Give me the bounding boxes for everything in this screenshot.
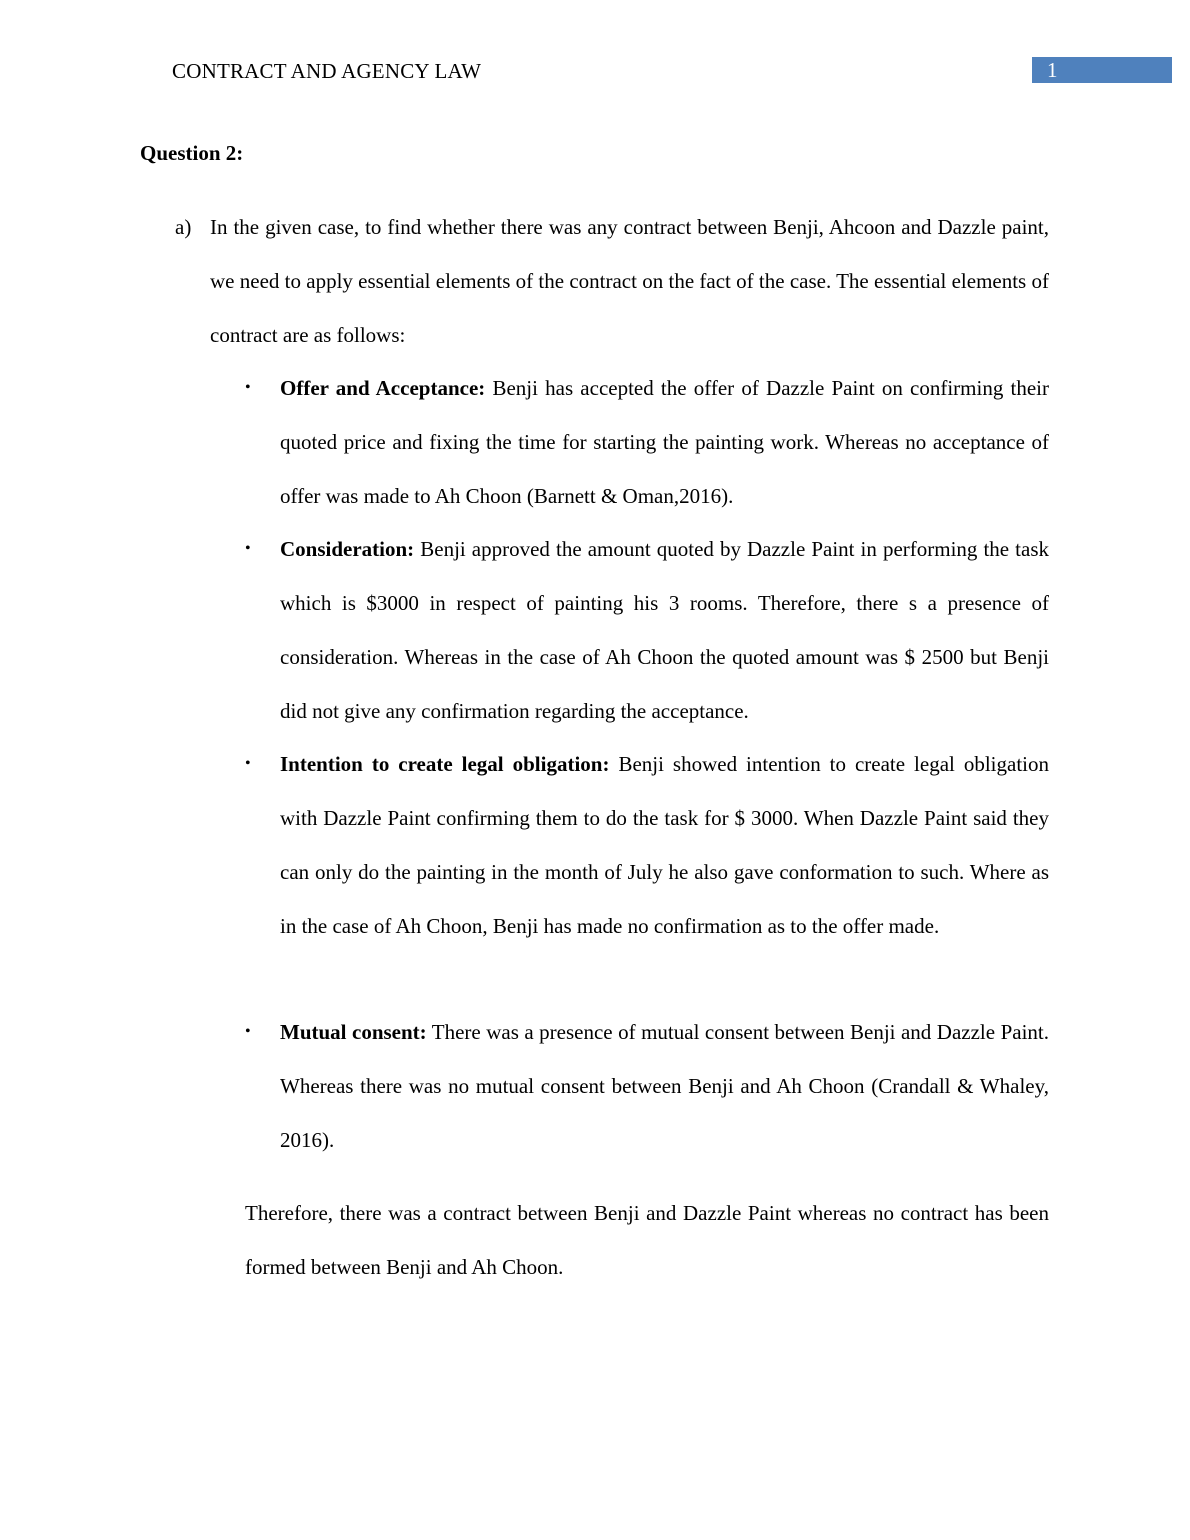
item-a-paragraph: In the given case, to find whether there was any contract between Benji, Ahcoon and Dazzle paint, we need to apply essential elements of the contract on the fact of the case. The essential elements of contract are as follows:: [210, 215, 1049, 347]
list-marker-a: a): [175, 215, 192, 239]
bullet-body: Benji approved the amount quoted by Dazzle Paint in performing the task which is $3000 in respect of painting his 3 rooms. Therefore, there s a presence of consideration. Whereas in the case of Ah Choon the quoted amount was $ 2500 but Benji did not give any confirmation regarding the acceptance.: [280, 537, 1049, 723]
bullet-body: Benji showed intention to create legal obligation with Dazzle Paint confirming them to do the task for $ 3000. When Dazzle Paint said they can only do the painting in the month of July he also gave conformation to such. Where as in the case of Ah Choon, Benji has made no confirmation as to the offer made.: [280, 752, 1049, 938]
header-title: CONTRACT AND AGENCY LAW: [172, 59, 482, 83]
conclusion-paragraph: Therefore, there was a contract between Benji and Dazzle Paint whereas no contract has been formed between Benji and Ah Choon.: [245, 1201, 1049, 1279]
page-number: 1: [1032, 57, 1172, 83]
bullet-label: Offer and Acceptance:: [280, 376, 486, 400]
bullet-label: Consideration:: [280, 537, 415, 561]
bullet-offer-acceptance: [280, 361, 1049, 523]
bullet-consideration: [280, 522, 1049, 738]
bullet-body: Benji has accepted the offer of Dazzle Paint on confirming their quoted price and fixing the time for starting the painting work. Whereas no acceptance of offer was made to Ah Choon (Barnett & Oman,2016).: [280, 376, 1049, 508]
bullet-body: There was a presence of mutual consent between Benji and Dazzle Paint. Whereas there was no mutual consent between Benji and Ah Choon (Crandall & Whaley, 2016).: [280, 1020, 1049, 1152]
bullet-icon: •: [245, 379, 251, 396]
bullet-icon: •: [245, 1023, 251, 1040]
bullet-icon: •: [245, 540, 251, 557]
bullet-intention: [280, 737, 1049, 953]
bullet-mutual-consent: [280, 1005, 1049, 1167]
bullet-label: Intention to create legal obligation:: [280, 752, 610, 776]
question-heading: Question 2:: [140, 141, 244, 165]
bullet-label: Mutual consent:: [280, 1020, 427, 1044]
bullet-icon: •: [245, 755, 251, 772]
